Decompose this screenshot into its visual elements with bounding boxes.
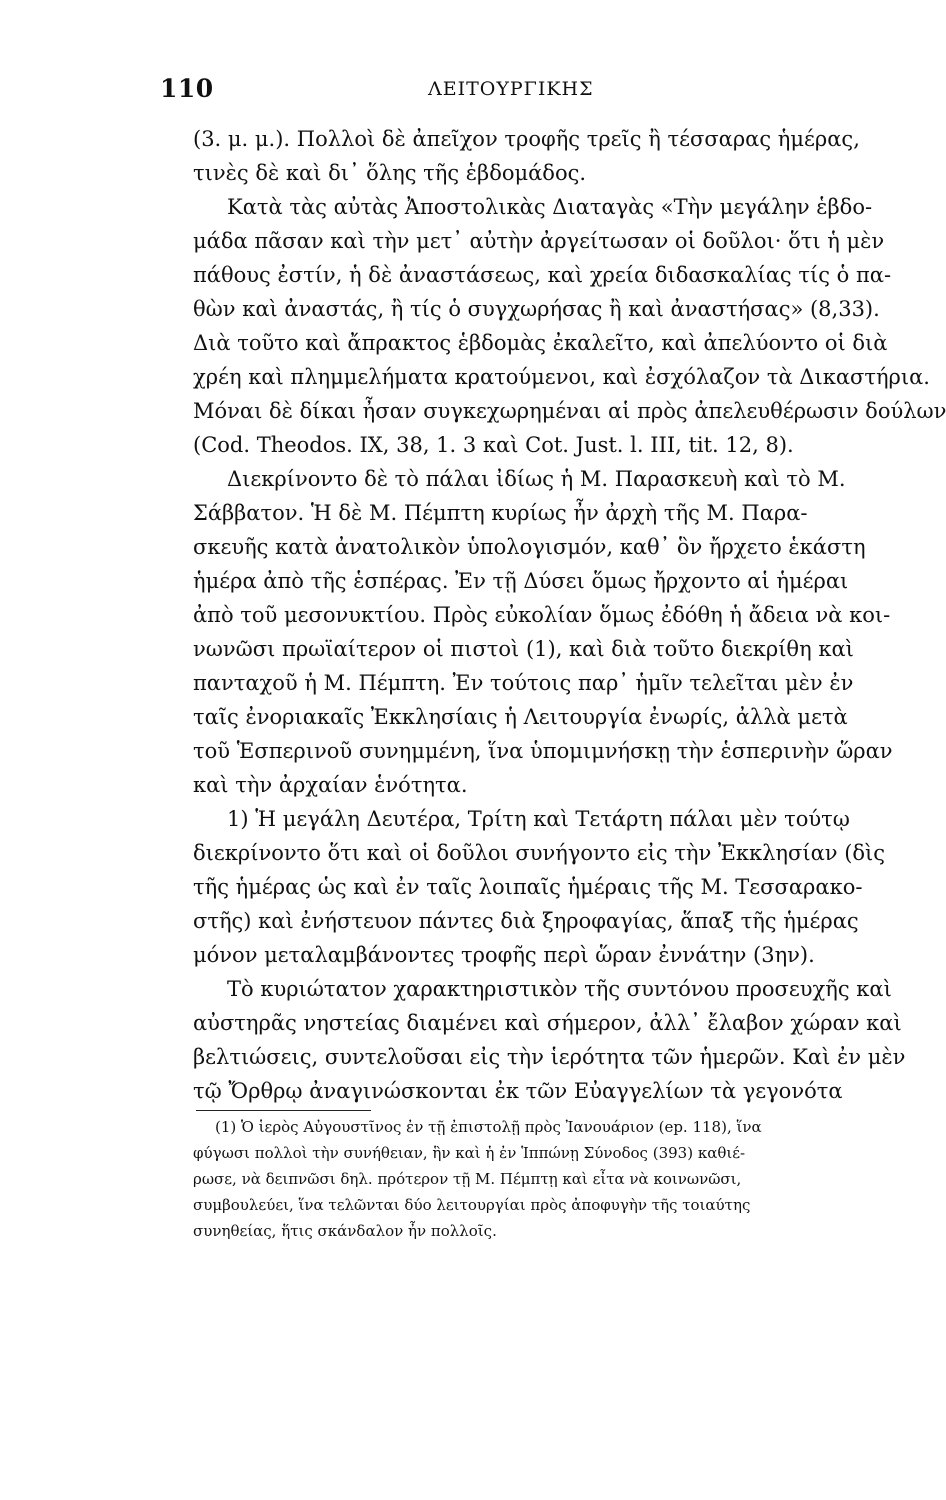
text-line: ἀπὸ τοῦ μεσονυκτίου. Πρὸς εὐκολίαν ὅμως ἐδόθη ἡ ἄδεια νὰ κοι- <box>193 603 891 627</box>
text-line: τινὲς δὲ καὶ δι᾽ ὅλης τῆς ἑβδομάδος. <box>193 161 587 185</box>
text-line: 1) Ἡ μεγάλη Δευτέρα, Τρίτη καὶ Τετάρτη πάλαι μὲν τούτῳ <box>227 807 850 831</box>
text-line: πάθους ἐστίν, ἡ δὲ ἀναστάσεως, καὶ χρεία διδασκαλίας τίς ὁ πα- <box>193 263 892 287</box>
footnote-line: ρωσε, νὰ δειπνῶσι δηλ. πρότερον τῇ Μ. Πέμπτῃ καὶ εἶτα νὰ κοινωνῶσι, <box>193 1170 742 1188</box>
text-line: χρέη καὶ πλημμελήματα κρατούμενοι, καὶ ἐσχόλαζον τὰ Δικαστήρια. <box>193 365 930 389</box>
text-line: μάδα πᾶσαν καὶ τὴν μετ᾽ αὐτὴν ἀργείτωσαν οἱ δοῦλοι· ὅτι ἡ μὲν <box>193 229 885 253</box>
footnote-line: συμβουλεύει, ἵνα τελῶνται δύο λειτουργίαι πρὸς ἀποφυγὴν τῆς τοιαύτης <box>193 1196 751 1214</box>
text-line: τῷ Ὄρθρῳ ἀναγινώσκονται ἐκ τῶν Εὐαγγελίων τὰ γεγονότα <box>193 1079 843 1103</box>
footnote <box>193 1114 843 1244</box>
text-line: Διὰ τοῦτο καὶ ἄπρακτος ἑβδομὰς ἐκαλεῖτο, καὶ ἀπελύοντο οἱ διὰ <box>193 331 888 355</box>
text-line: αὐστηρᾶς νηστείας διαμένει καὶ σήμερον, ἀλλ᾽ ἔλαβον χώραν καὶ <box>193 1011 902 1035</box>
text-line: Σάββατον. Ἡ δὲ Μ. Πέμπτη κυρίως ἦν ἀρχὴ τῆς Μ. Παρα- <box>193 501 808 525</box>
text-line: (3. μ. μ.). Πολλοὶ δὲ ἀπεῖχον τροφῆς τρεῖς ἢ τέσσαρας ἡμέρας, <box>193 127 860 151</box>
text-line: (Cod. Theodos. IX, 38, 1. 3 καὶ Cot. Just. l. III, tit. 12, 8). <box>193 433 794 457</box>
text-line: νωνῶσι πρωϊαίτερον οἱ πιστοὶ (1), καὶ διὰ τοῦτο διεκρίθη καὶ <box>193 637 854 661</box>
text-line: μόνον μεταλαμβάνοντες τροφῆς περὶ ὥραν ἐννάτην (3ην). <box>193 943 815 967</box>
page-number: 110 <box>160 74 214 103</box>
text-line: Διεκρίνοντο δὲ τὸ πάλαι ἰδίως ἡ Μ. Παρασκευὴ καὶ τὸ Μ. <box>227 467 846 491</box>
footnote-rule <box>196 1110 371 1111</box>
text-line: Μόναι δὲ δίκαι ἦσαν συγκεχωρημέναι αἱ πρὸς ἀπελευθέρωσιν δούλων <box>193 399 946 423</box>
text-line: καὶ τὴν ἀρχαίαν ἑνότητα. <box>193 773 468 797</box>
running-head <box>160 72 800 106</box>
text-line: στῆς) καὶ ἐνήστευον πάντες διὰ ξηροφαγίας, ἅπαξ τῆς ἡμέρας <box>193 909 859 933</box>
running-title: ΛΕΙΤΟΥΡΓΙΚΗΣ <box>428 78 594 100</box>
text-line: διεκρίνοντο ὅτι καὶ οἱ δοῦλοι συνήγοντο εἰς τὴν Ἐκκλησίαν (δὶς <box>193 841 886 865</box>
body-text <box>193 122 946 1108</box>
footnote-line: συνηθείας, ἥτις σκάνδαλον ἦν πολλοῖς. <box>193 1222 497 1240</box>
text-line: ταῖς ἐνοριακαῖς Ἐκκλησίαις ἡ Λειτουργία ἐνωρίς, ἀλλὰ μετὰ <box>193 705 848 729</box>
text-line: τοῦ Ἑσπερινοῦ συνημμένη, ἵνα ὑπομιμνήσκῃ τὴν ἑσπερινὴν ὥραν <box>193 739 893 763</box>
text-line: ἡμέρα ἀπὸ τῆς ἑσπέρας. Ἐν τῇ Δύσει ὅμως ἤρχοντο αἱ ἡμέραι <box>193 569 849 593</box>
text-line: Κατὰ τὰς αὐτὰς Ἀποστολικὰς Διαταγὰς «Τὴν μεγάλην ἑβδο- <box>227 195 873 219</box>
text-line: πανταχοῦ ἡ Μ. Πέμπτη. Ἐν τούτοις παρ᾽ ἡμῖν τελεῖται μὲν ἐν <box>193 671 854 695</box>
footnote-line: (1) Ὁ ἱερὸς Αὐγουστῖνος ἐν τῇ ἐπιστολῇ πρὸς Ἰανουάριον (ep. 118), ἵνα <box>215 1118 762 1136</box>
footnote-line: φύγωσι πολλοὶ τὴν συνήθειαν, ἣν καὶ ἡ ἐν Ἱππώνῃ Σύνοδος (393) καθιέ- <box>193 1144 746 1162</box>
text-line: βελτιώσεις, συντελοῦσαι εἰς τὴν ἱερότητα τῶν ἡμερῶν. Καὶ ἐν μὲν <box>193 1045 906 1069</box>
text-line: τῆς ἡμέρας ὡς καὶ ἐν ταῖς λοιπαῖς ἡμέραις τῆς Μ. Τεσσαρακο- <box>193 875 863 899</box>
text-line: σκευῆς κατὰ ἀνατολικὸν ὑπολογισμόν, καθ᾽ ὃν ἤρχετο ἑκάστη <box>193 535 866 559</box>
text-line: Τὸ κυριώτατον χαρακτηριστικὸν τῆς συντόνου προσευχῆς καὶ <box>227 977 892 1001</box>
text-line: θὼν καὶ ἀναστάς, ἢ τίς ὁ συγχωρήσας ἢ καὶ ἀναστήσας» (8,33). <box>193 297 880 321</box>
